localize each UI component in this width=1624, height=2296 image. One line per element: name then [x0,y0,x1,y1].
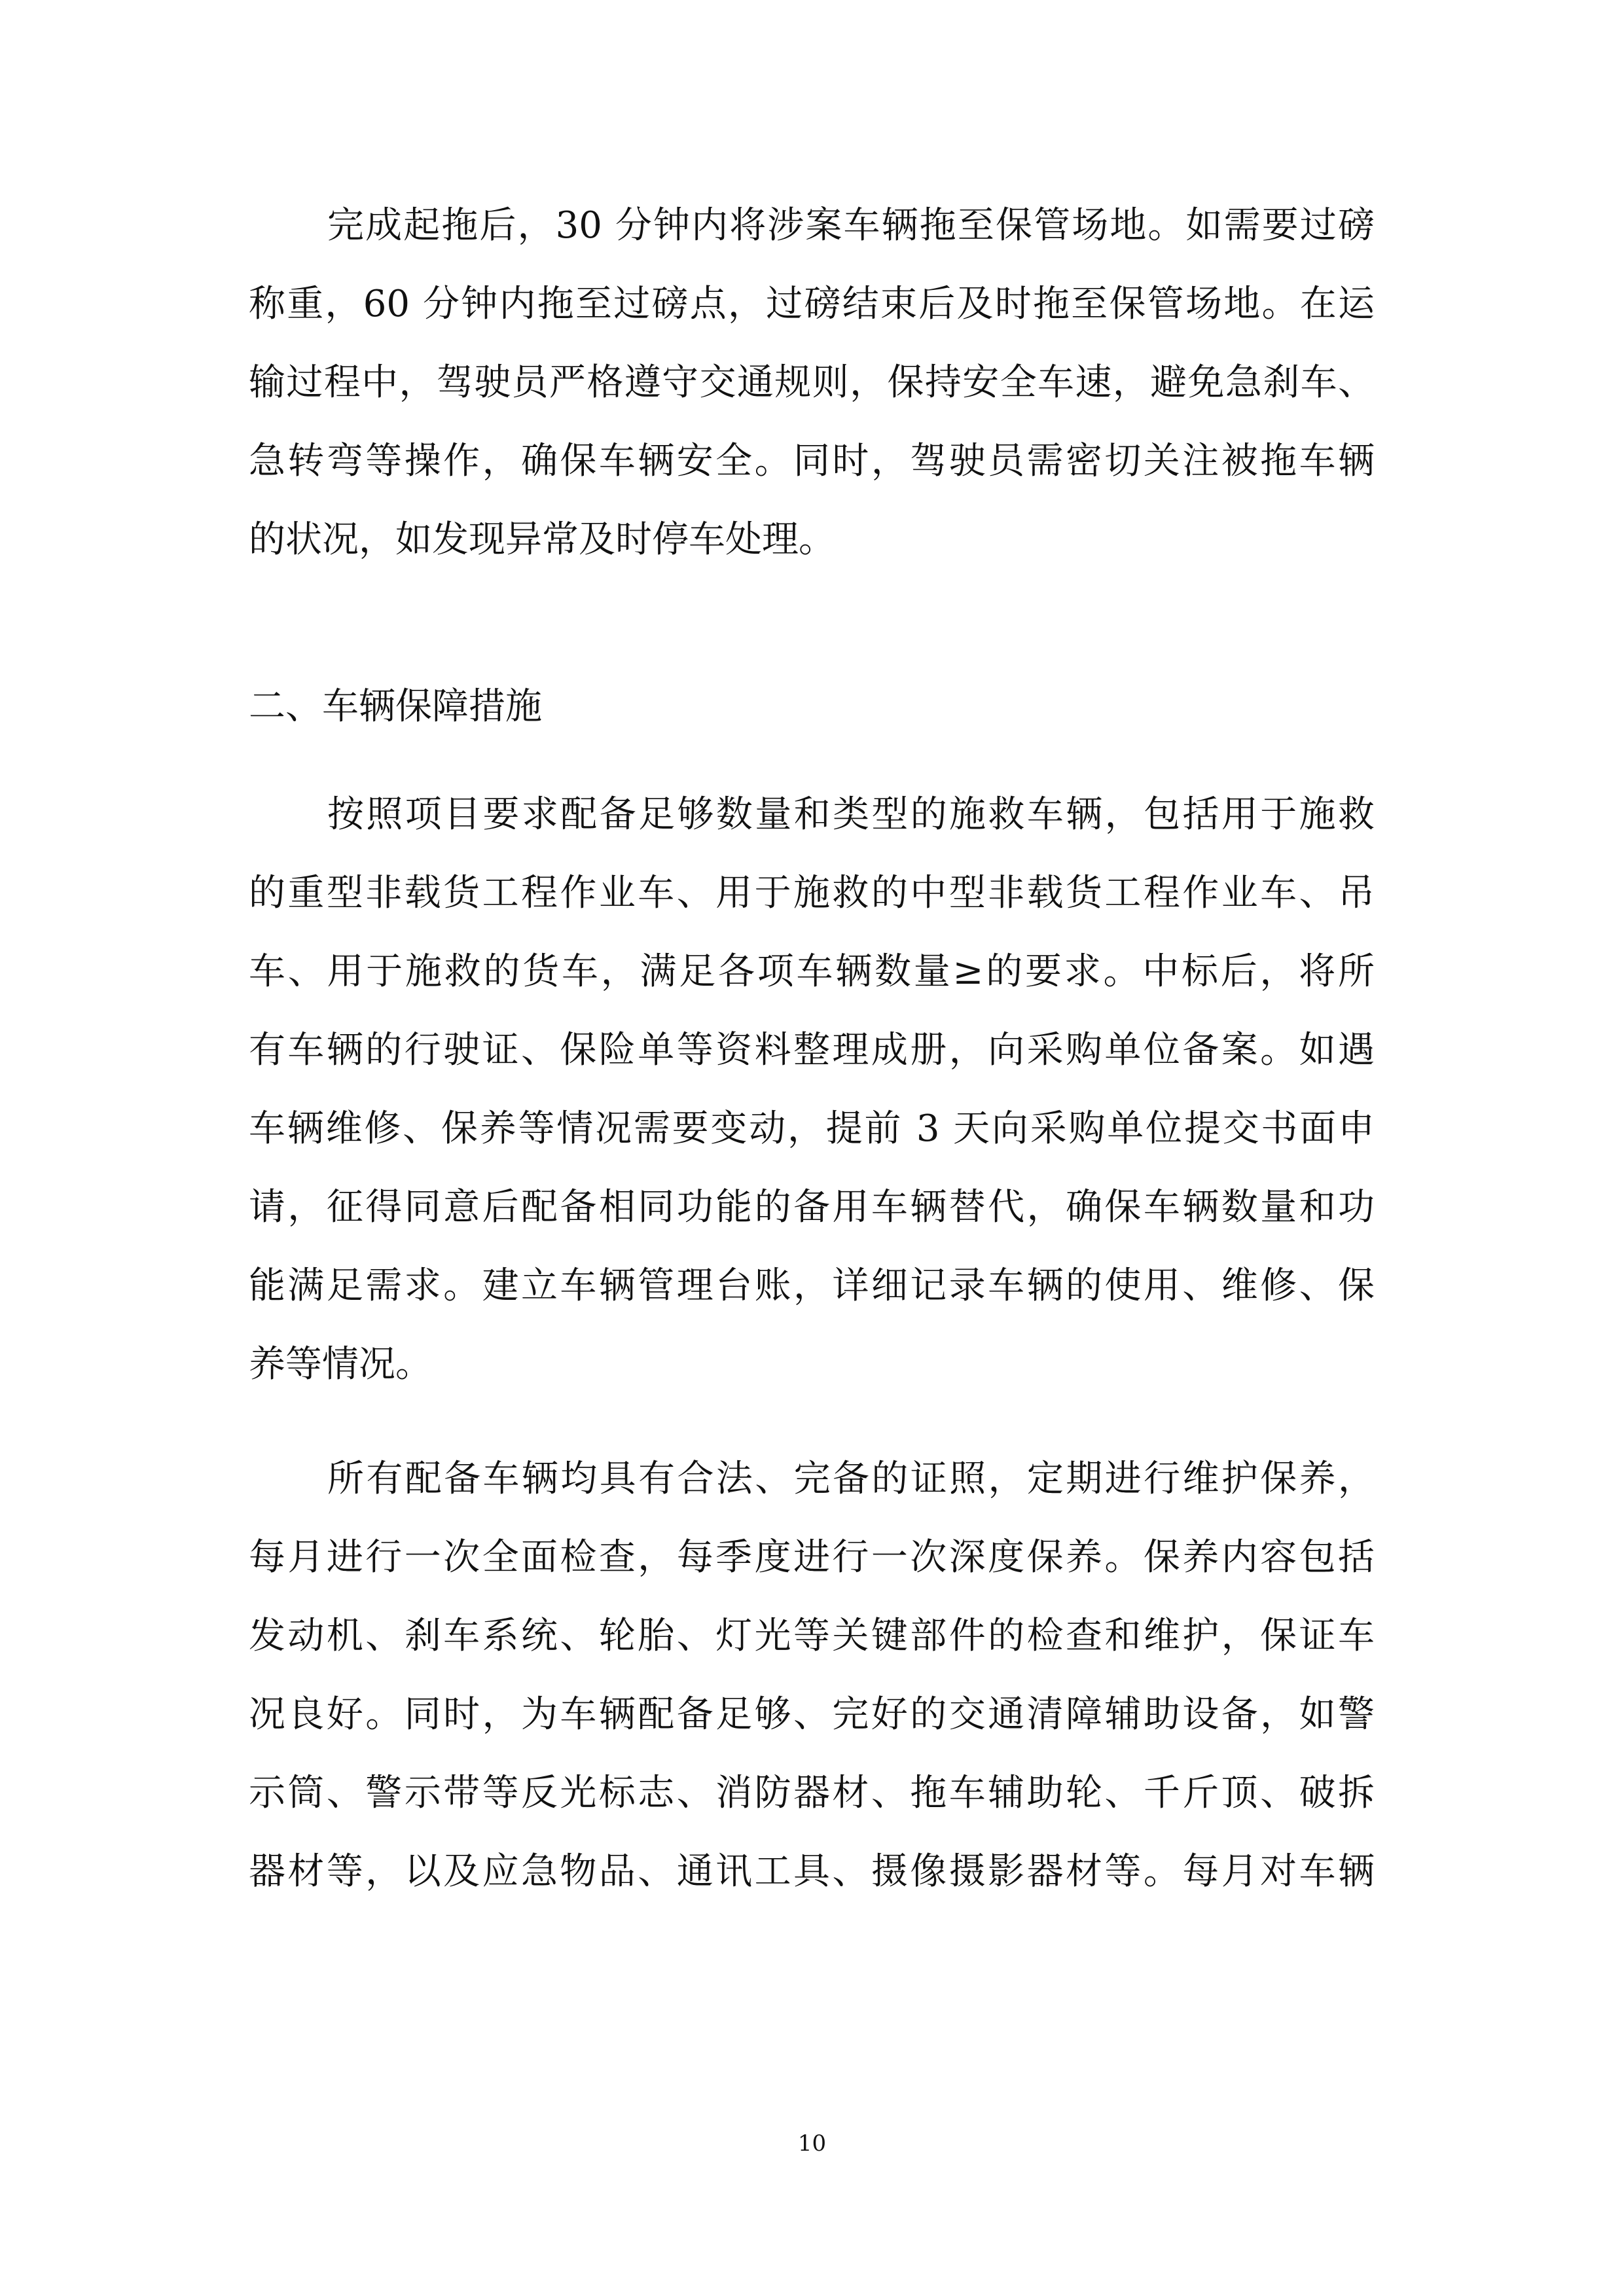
paragraph-3-line-6: 器材等，以及应急物品、通讯工具、摄像摄影器材等。每月对车辆 [249,1850,1375,1893]
paragraph-3-line-5: 示筒、警示带等反光标志、消防器材、拖车辅助轮、千斤顶、破拆 [249,1772,1375,1814]
page-number: 10 [797,2130,827,2157]
paragraph-2-line-3: 车、用于施救的货车，满足各项车辆数量≥的要求。中标后，将所 [249,950,1375,993]
paragraph-2-line-2: 的重型非载货工程作业车、用于施救的中型非载货工程作业车、吊 [249,872,1375,914]
paragraph-2-line-7: 能满足需求。建立车辆管理台账，详细记录车辆的使用、维修、保 [249,1265,1375,1307]
paragraph-1-line-5: 的状况，如发现异常及时停车处理。 [249,518,835,561]
paragraph-2-line-6: 请，征得同意后配备相同功能的备用车辆替代，确保车辆数量和功 [249,1186,1375,1229]
paragraph-2-line-4: 有车辆的行驶证、保险单等资料整理成册，向采购单位备案。如遇 [249,1029,1375,1071]
paragraph-1-line-1: 完成起拖后，30 分钟内将涉案车辆拖至保管场地。如需要过磅 [327,204,1375,247]
paragraph-3-line-4: 况良好。同时，为车辆配备足够、完好的交通清障辅助设备，如警 [249,1693,1375,1736]
paragraph-1-line-3: 输过程中，驾驶员严格遵守交通规则，保持安全车速，避免急刹车、 [249,361,1375,404]
section-heading: 二、车辆保障措施 [249,685,542,728]
paragraph-2-line-8: 养等情况。 [249,1343,432,1386]
paragraph-2-line-5: 车辆维修、保养等情况需要变动，提前 3 天向采购单位提交书面申 [249,1107,1375,1150]
paragraph-3-line-1: 所有配备车辆均具有合法、完备的证照，定期进行维护保养， [327,1458,1375,1500]
paragraph-3-line-2: 每月进行一次全面检查，每季度进行一次深度保养。保养内容包括 [249,1536,1375,1579]
paragraph-1-line-4: 急转弯等操作，确保车辆安全。同时，驾驶员需密切关注被拖车辆 [249,440,1375,482]
paragraph-3-line-3: 发动机、刹车系统、轮胎、灯光等关键部件的检查和维护，保证车 [249,1615,1375,1657]
paragraph-1-line-2: 称重，60 分钟内拖至过磅点，过磅结束后及时拖至保管场地。在运 [249,283,1375,325]
paragraph-2-line-1: 按照项目要求配备足够数量和类型的施救车辆，包括用于施救 [327,793,1375,836]
